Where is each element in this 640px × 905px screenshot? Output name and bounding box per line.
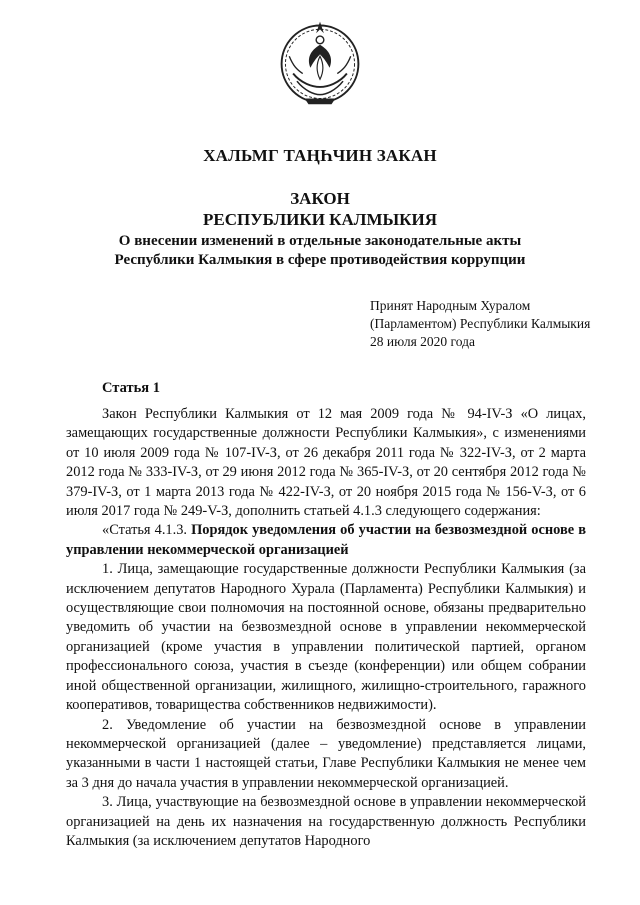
adoption-note — [370, 297, 590, 351]
article-intro: Закон Республики Калмыкия от 12 мая 2009 года № 94-IV-З «О лицах, замещающих государственные должности Республики Калмыкия», с изменениями от 10 июля 2009 года № 107-IV-З, от 26 декабря 2011 года № 322-IV-З, от 2 марта 2012 года № 333-IV-З, от 29 июня 2012 года № 365-IV-З, от 20 сентября 2012 года № 379-IV-З, от 1 марта 2013 года № 422-IV-З, от 20 ноября 2015 года № 156-V-З, от 6 июля 2017 года № 249-V-З, дополнить статьей 4.1.3 следующего содержания: — [66, 406, 586, 520]
law-title — [0, 188, 640, 230]
new-article-prefix: «Статья 4.1.3. — [102, 522, 192, 539]
paragraph-1: 1. Лица, замещающие государственные должности Республики Калмыкия (за исключением депутатов Народного Хурала (Парламента) Республики Калмыкия) и осуществляющие свои полномочия на постоянной основе, обязаны предварительно уведомить об участии на безвозмездной основе в управлении некоммерческой организацией (кроме участия в управлении политической партией, органом профессионального союза, участия в съезде (конференции) или общем собрании иной общественной организации, жилищного, жилищно-строительного, гаражного кооперативов, товарищества собственников недвижимости). — [66, 561, 586, 714]
law-subject — [0, 232, 640, 270]
adoption-date: 28 июля 2020 года — [370, 334, 475, 349]
article-heading: Статья 1 — [102, 380, 160, 396]
paragraph-3: 3. Лица, участвующие на безвозмездной основе в управлении некоммерческой организацией на день их назначения на государственную должность Республики Калмыкия (за исключением депутатов Народного — [66, 794, 586, 849]
kalmyk-title: ХАЛЬМГ ТАҢҺЧИН ЗАКАН — [203, 146, 437, 165]
kalmykia-emblem-icon — [272, 14, 368, 110]
adoption-line-2: (Парламентом) Республики Калмыкия — [370, 316, 591, 331]
paragraph-2: 2. Уведомление об участии на безвозмездной основе в управлении некоммерческой организацией (далее – уведомление) представляется лицами, указанными в части 1 настоящей статьи, Главе Республики Калмыкия не менее чем за 3 дня до начала участия в управлении некоммерческой организацией. — [66, 716, 586, 791]
law-title-line-1: ЗАКОН — [290, 189, 350, 208]
law-subject-line-1: О внесении изменений в отдельные законодательные акты — [118, 233, 522, 249]
article-body — [66, 405, 586, 851]
law-subject-line-2: Республики Калмыкия в сфере противодействия коррупции — [114, 252, 526, 268]
law-title-line-2: РЕСПУБЛИКИ КАЛМЫКИЯ — [202, 210, 438, 229]
new-article-title: Порядок уведомления об участии на безвозмездной основе в управлении некоммерческой организацией — [66, 522, 586, 558]
adoption-line-1: Принят Народным Хуралом — [370, 298, 531, 313]
new-article-heading — [66, 521, 586, 560]
